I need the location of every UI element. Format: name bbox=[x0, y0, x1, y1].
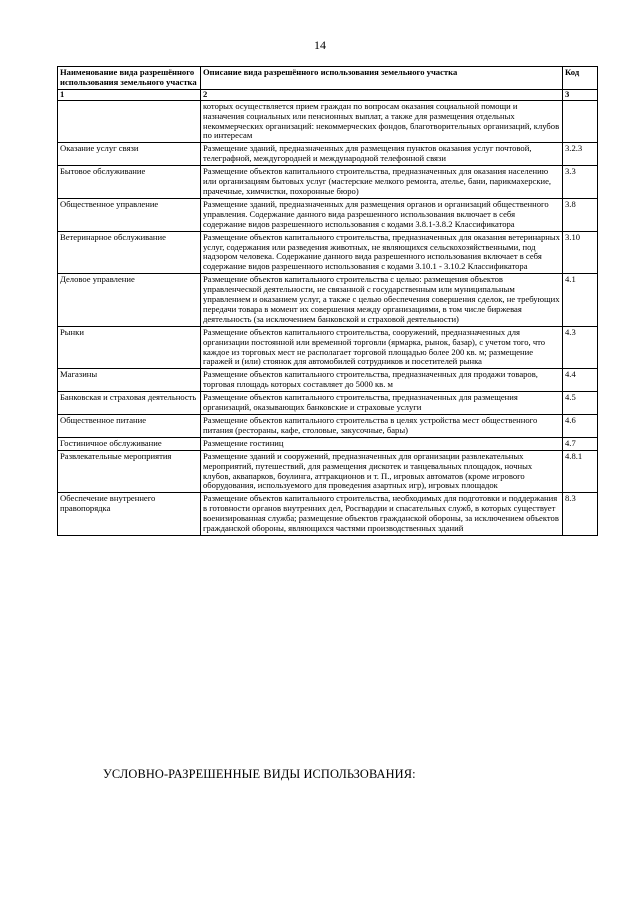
row-code-cell: 4.7 bbox=[563, 437, 598, 450]
row-code-cell: 8.3 bbox=[563, 493, 598, 536]
row-description-cell: Размещение зданий и сооружений, предназначенных для организации развлекательных мероприятий, путешествий, для размещения дискотек и танцевальных площадок, ночных клубов, аквапарков, боулинга, аттракционов и т. П., игровых автоматов (кроме игрового оборудования, используемого для проведения азартных игр), игровых площадок bbox=[201, 450, 563, 493]
column-number: 1 bbox=[58, 89, 201, 100]
row-name-cell: Оказание услуг связи bbox=[58, 143, 201, 166]
row-name-cell: Общественное управление bbox=[58, 198, 201, 231]
header-name: Наименование вида разрешённого использования земельного участка bbox=[58, 67, 201, 90]
table-row bbox=[58, 231, 598, 274]
table-header-row bbox=[58, 67, 598, 90]
row-description-cell: Размещение объектов капитального строительства, предназначенных для размещения организаций, оказывающих банковские и страховые услуги bbox=[201, 392, 563, 415]
row-name-cell: Рынки bbox=[58, 326, 201, 369]
row-description-cell: Размещение зданий, предназначенных для размещения пунктов оказания услуг почтовой, телеграфной, междугородней и международной телефонной связи bbox=[201, 143, 563, 166]
row-description-cell: Размещение гостиниц bbox=[201, 437, 563, 450]
row-code-cell: 4.6 bbox=[563, 415, 598, 438]
table-row bbox=[58, 198, 598, 231]
table-row bbox=[58, 450, 598, 493]
table-body bbox=[58, 100, 598, 535]
row-description-cell: Размещение объектов капитального строительства, предназначенных для продажи товаров, торговая площадь которых составляет до 5000 кв. м bbox=[201, 369, 563, 392]
row-code-cell: 4.1 bbox=[563, 274, 598, 327]
row-name-cell: Магазины bbox=[58, 369, 201, 392]
row-code-cell bbox=[563, 100, 598, 143]
table-row bbox=[58, 166, 598, 199]
row-code-cell: 4.8.1 bbox=[563, 450, 598, 493]
row-description-cell: Размещение объектов капитального строительства, сооружений, предназначенных для организации постоянной или временной торговли (ярмарка, рынок, базар), с учетом того, что каждое из торговых мест не располагает торговой площадью более 200 кв. м; размещение гаражей и (или) стоянок для автомобилей сотрудников и посетителей рынка bbox=[201, 326, 563, 369]
row-description-cell: Размещение объектов капитального строительства, предназначенных для оказания населению или организациям бытовых услуг (мастерские мелкого ремонта, ателье, бани, парикмахерские, прачечные, химчистки, похоронные бюро) bbox=[201, 166, 563, 199]
row-description-cell: Размещение объектов капитального строительства, предназначенных для оказания ветеринарных услуг, содержания или разведения животных, не являющихся сельскохозяйственными, под надзором человека. Содержание данного вида разрешенного использования включает в себя содержание видов разрешенного использования с кодами 3.10.1 - 3.10.2 Классификатора bbox=[201, 231, 563, 274]
page-number: 14 bbox=[314, 38, 326, 52]
table-row bbox=[58, 326, 598, 369]
row-name-cell: Банковская и страховая деятельность bbox=[58, 392, 201, 415]
row-name-cell: Развлекательные мероприятия bbox=[58, 450, 201, 493]
row-description-cell: Размещение зданий, предназначенных для размещения органов и организаций общественного управления. Содержание данного вида разрешенного использования включает в себя содержание видов разрешенного использования с кодами 3.8.1-3.8.2 Классификатора bbox=[201, 198, 563, 231]
row-code-cell: 3.3 bbox=[563, 166, 598, 199]
row-description-cell: которых осуществляется прием граждан по вопросам оказания социальной помощи и назначения социальных или пенсионных выплат, а также для размещения отдельных некоммерческих организаций: некоммерческих фондов, благотворительных организаций, клубов по интересам bbox=[201, 100, 563, 143]
table-row bbox=[58, 437, 598, 450]
row-description-cell: Размещение объектов капитального строительства в целях устройства мест общественного питания (рестораны, кафе, столовые, закусочные, бары) bbox=[201, 415, 563, 438]
row-code-cell: 3.8 bbox=[563, 198, 598, 231]
header-description: Описание вида разрешённого использования земельного участка bbox=[201, 67, 563, 90]
row-code-cell: 3.10 bbox=[563, 231, 598, 274]
row-description-cell: Размещение объектов капитального строительства, необходимых для подготовки и поддержания в готовности органов внутренних дел, Росгвардии и спасательных служб, в которых существует военизированная служба; размещение объектов гражданской обороны, за исключением объектов гражданской обороны, являющихся частями производственных зданий bbox=[201, 493, 563, 536]
row-name-cell: Бытовое обслуживание bbox=[58, 166, 201, 199]
header-code: Код bbox=[563, 67, 598, 90]
table-row bbox=[58, 415, 598, 438]
row-code-cell: 4.3 bbox=[563, 326, 598, 369]
table-row bbox=[58, 493, 598, 536]
table-row bbox=[58, 143, 598, 166]
row-name-cell bbox=[58, 100, 201, 143]
section-heading: УСЛОВНО-РАЗРЕШЕННЫЕ ВИДЫ ИСПОЛЬЗОВАНИЯ: bbox=[103, 767, 416, 781]
row-code-cell: 3.2.3 bbox=[563, 143, 598, 166]
column-number: 2 bbox=[201, 89, 563, 100]
row-code-cell: 4.4 bbox=[563, 369, 598, 392]
row-name-cell: Обеспечение внутреннего правопорядка bbox=[58, 493, 201, 536]
table-row bbox=[58, 392, 598, 415]
row-description-cell: Размещение объектов капитального строительства с целью: размещения объектов управленческой деятельности, не связанной с государственным или муниципальным управлением и оказанием услуг, а также с целью обеспечения совершения сделок, не требующих передачи товара в момент их совершения между организациями, в том числе биржевая деятельность (за исключением банковской и страховой деятельности) bbox=[201, 274, 563, 327]
column-number-row bbox=[58, 89, 598, 100]
column-number: 3 bbox=[563, 89, 598, 100]
table-row bbox=[58, 274, 598, 327]
row-code-cell: 4.5 bbox=[563, 392, 598, 415]
row-name-cell: Общественное питание bbox=[58, 415, 201, 438]
table-row bbox=[58, 369, 598, 392]
land-use-table bbox=[57, 66, 598, 536]
row-name-cell: Деловое управление bbox=[58, 274, 201, 327]
table-row bbox=[58, 100, 598, 143]
row-name-cell: Ветеринарное обслуживание bbox=[58, 231, 201, 274]
row-name-cell: Гостиничное обслуживание bbox=[58, 437, 201, 450]
